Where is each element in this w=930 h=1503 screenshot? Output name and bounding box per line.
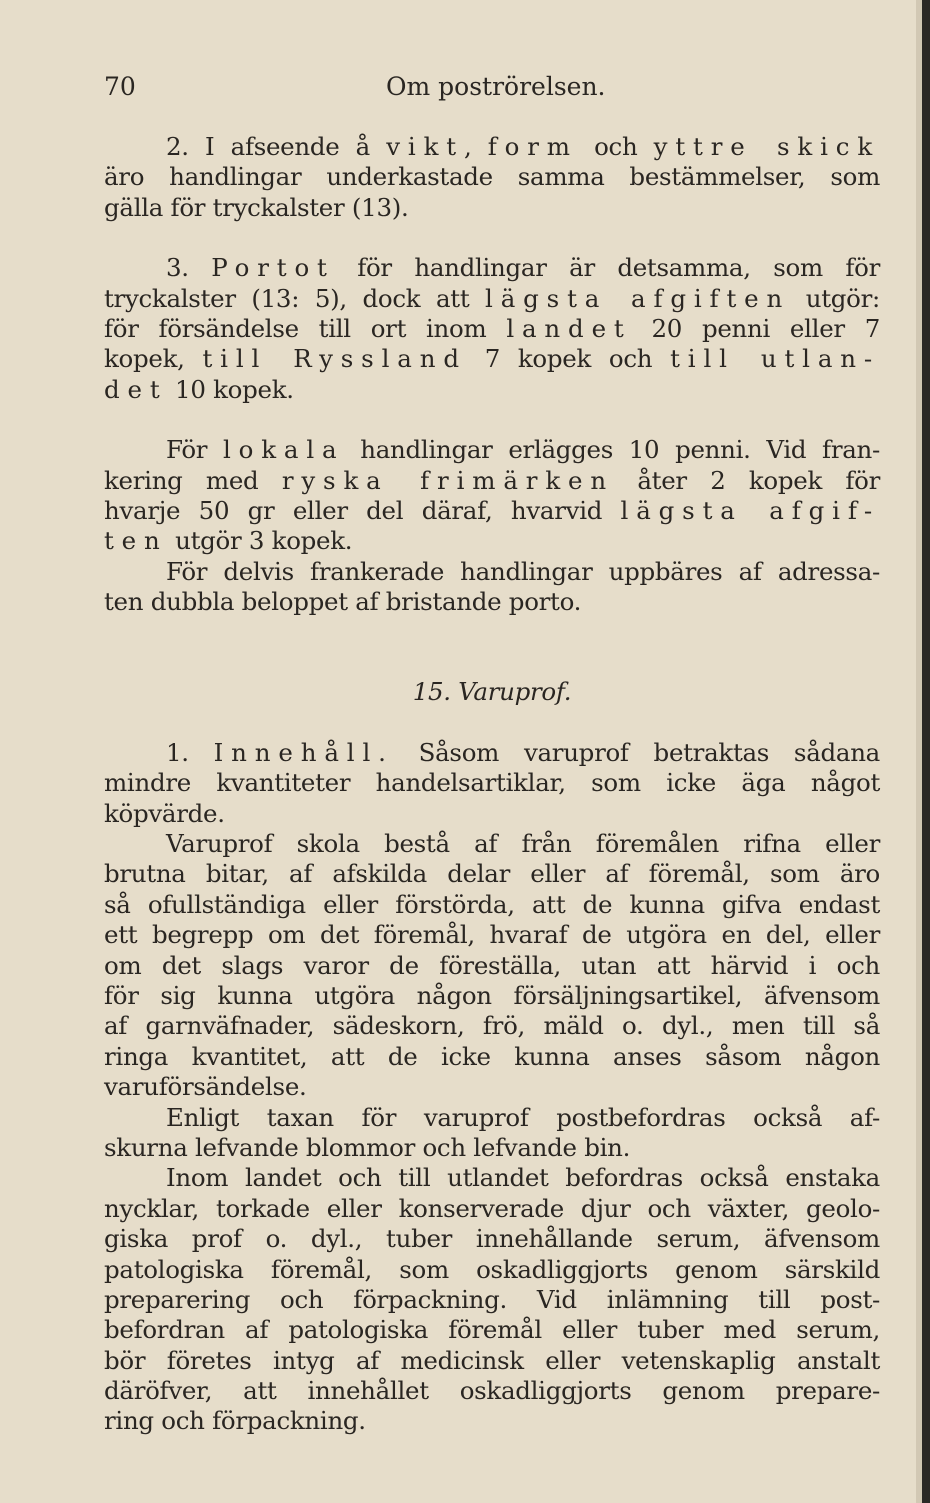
- text-line: [104, 738, 880, 768]
- text-line: [104, 1103, 880, 1133]
- text-segment: Såsom varuprof betraktas sådana: [393, 737, 880, 767]
- text-segment: skurna lefvande blommor och lefvande bin.: [104, 1132, 631, 1162]
- text-line: [104, 435, 880, 465]
- spaced-emphasis: ten: [104, 526, 168, 556]
- text-line: [104, 799, 880, 829]
- text-segment: brutna bitar, af afskilda delar eller af föremål, som äro: [104, 859, 880, 889]
- text-segment: 10 kopek.: [167, 374, 294, 404]
- text-segment: 2. I afseende å: [166, 132, 387, 161]
- text-segment: Varuprof skola bestå af från föremålen rifna eller: [166, 829, 880, 859]
- spaced-emphasis: ryska frimärken: [281, 465, 614, 495]
- text-line: [104, 253, 880, 283]
- section-heading: [104, 677, 880, 707]
- text-line: [104, 557, 880, 587]
- text-segment: utgör 3 kopek.: [167, 526, 353, 556]
- text-line: [104, 284, 880, 314]
- text-line: [104, 1376, 880, 1406]
- spaced-emphasis: yttre skick: [653, 132, 881, 161]
- text-segment: gälla för tryckalster (13).: [104, 192, 409, 222]
- text-segment: åter 2 kopek för: [613, 465, 880, 495]
- text-segment: patologiska föremål, som oskadliggjorts genom särskild: [104, 1254, 880, 1284]
- text-line: [104, 162, 880, 192]
- spaced-emphasis: Innehåll.: [213, 737, 394, 767]
- text-line: [104, 1224, 880, 1254]
- text-segment: 3.: [166, 253, 212, 283]
- text-segment: För delvis frankerade handlingar uppbäres af adressa-: [166, 556, 880, 586]
- text-segment: ,: [463, 132, 488, 161]
- text-segment: befordran af patologiska föremål eller tuber med serum,: [104, 1315, 880, 1345]
- text-line: [104, 1042, 880, 1072]
- text-segment: för försändelse till ort inom: [104, 313, 507, 343]
- text-segment: och: [577, 132, 654, 161]
- text-segment: ett begrepp om det föremål, hvaraf de utgöra en del, eller: [104, 920, 880, 950]
- text-segment: bör företes intyg af medicinsk eller vetenskaplig anstalt: [104, 1345, 880, 1375]
- text-segment: äro handlingar underkastade samma bestämmelser, som: [104, 162, 880, 192]
- text-segment: om det slags varor de föreställa, utan att härvid i och: [104, 950, 880, 980]
- text-line: [104, 1163, 880, 1193]
- text-line: [104, 768, 880, 798]
- spaced-emphasis: vikt: [386, 132, 464, 161]
- text-line: [104, 1406, 880, 1436]
- text-segment: mindre kvantiteter handelsartiklar, som icke äga något: [104, 768, 880, 798]
- text-segment: 7 kopek och: [466, 344, 671, 374]
- text-line: [104, 193, 880, 223]
- text-line: [104, 466, 880, 496]
- text-line: [104, 1194, 880, 1224]
- text-segment: För: [166, 435, 223, 465]
- spaced-emphasis: till Ryssland: [202, 344, 467, 374]
- text-segment: Enligt taxan för varuprof postbefordras också af-: [166, 1102, 880, 1132]
- page-number: 70: [104, 72, 136, 101]
- text-line: [104, 1133, 880, 1163]
- text-line: [104, 314, 880, 344]
- text-segment: 20 penni eller 7: [631, 313, 880, 343]
- text-line: [104, 1072, 880, 1102]
- text-segment: däröfver, att innehållet oskadliggjorts genom prepare-: [104, 1376, 880, 1406]
- text-segment: utgör:: [790, 283, 880, 313]
- spaced-emphasis: Portot: [211, 253, 335, 283]
- text-line: [104, 375, 880, 405]
- spaced-emphasis: lägsta afgiften: [485, 283, 791, 313]
- text-line: [104, 1255, 880, 1285]
- text-line: [104, 1315, 880, 1345]
- text-segment: köpvärde.: [104, 798, 225, 828]
- text-segment: ringa kvantitet, att de icke kunna anses såsom någon: [104, 1041, 880, 1071]
- text-line: [104, 829, 880, 859]
- text-segment: 1.: [166, 737, 214, 767]
- text-segment: hvarje 50 gr eller del däraf, hvarvid: [104, 495, 621, 525]
- text-line: [104, 920, 880, 950]
- running-header: [104, 72, 880, 106]
- text-line: [104, 496, 880, 526]
- text-segment: ten dubbla beloppet af bristande porto.: [104, 587, 582, 617]
- spaced-emphasis: lägsta afgif-: [620, 495, 880, 525]
- page-edge: [922, 0, 930, 1503]
- text-segment: 15. Varuprof.: [412, 677, 572, 707]
- text-segment: nycklar, torkade eller konserverade djur och växter, geolo-: [104, 1193, 880, 1223]
- text-segment: så ofullständiga eller förstörda, att de kunna gifva endast: [104, 889, 880, 919]
- spaced-emphasis: form: [487, 132, 578, 161]
- text-segment: tryckalster (13: 5), dock att: [104, 283, 486, 313]
- text-line: [104, 1285, 880, 1315]
- text-line: [104, 587, 880, 617]
- text-segment: giska prof o. dyl., tuber innehållande serum, äfvensom: [104, 1224, 880, 1254]
- text-segment: kopek,: [104, 344, 203, 374]
- text-line: [104, 132, 880, 162]
- text-segment: ring och förpackning.: [104, 1406, 366, 1436]
- text-segment: kering med: [104, 465, 282, 495]
- running-title: Om poströrelsen.: [386, 72, 606, 101]
- text-line: [104, 344, 880, 374]
- text-segment: Inom landet och till utlandet befordras också enstaka: [166, 1163, 880, 1193]
- text-segment: af garnväfnader, sädeskorn, frö, mäld o. dyl., men till så: [104, 1011, 880, 1041]
- text-segment: för handlingar är detsamma, som för: [334, 253, 880, 283]
- text-segment: handlingar erlägges 10 penni. Vid fran-: [344, 435, 880, 465]
- text-line: [104, 951, 880, 981]
- spaced-emphasis: lokala: [222, 435, 345, 465]
- text-segment: preparering och förpackning. Vid inlämning till post-: [104, 1284, 880, 1314]
- text-line: [104, 526, 880, 556]
- text-line: [104, 1011, 880, 1041]
- text-line: [104, 859, 880, 889]
- text-segment: varuförsändelse.: [104, 1072, 307, 1102]
- text-line: [104, 890, 880, 920]
- text-line: [104, 981, 880, 1011]
- text-segment: för sig kunna utgöra någon försäljningsartikel, äfvensom: [104, 980, 880, 1010]
- spaced-emphasis: det: [104, 374, 168, 404]
- spaced-emphasis: till utlan-: [670, 344, 880, 374]
- text-line: [104, 1346, 880, 1376]
- page-body-text: [104, 132, 880, 1437]
- spaced-emphasis: landet: [506, 313, 632, 343]
